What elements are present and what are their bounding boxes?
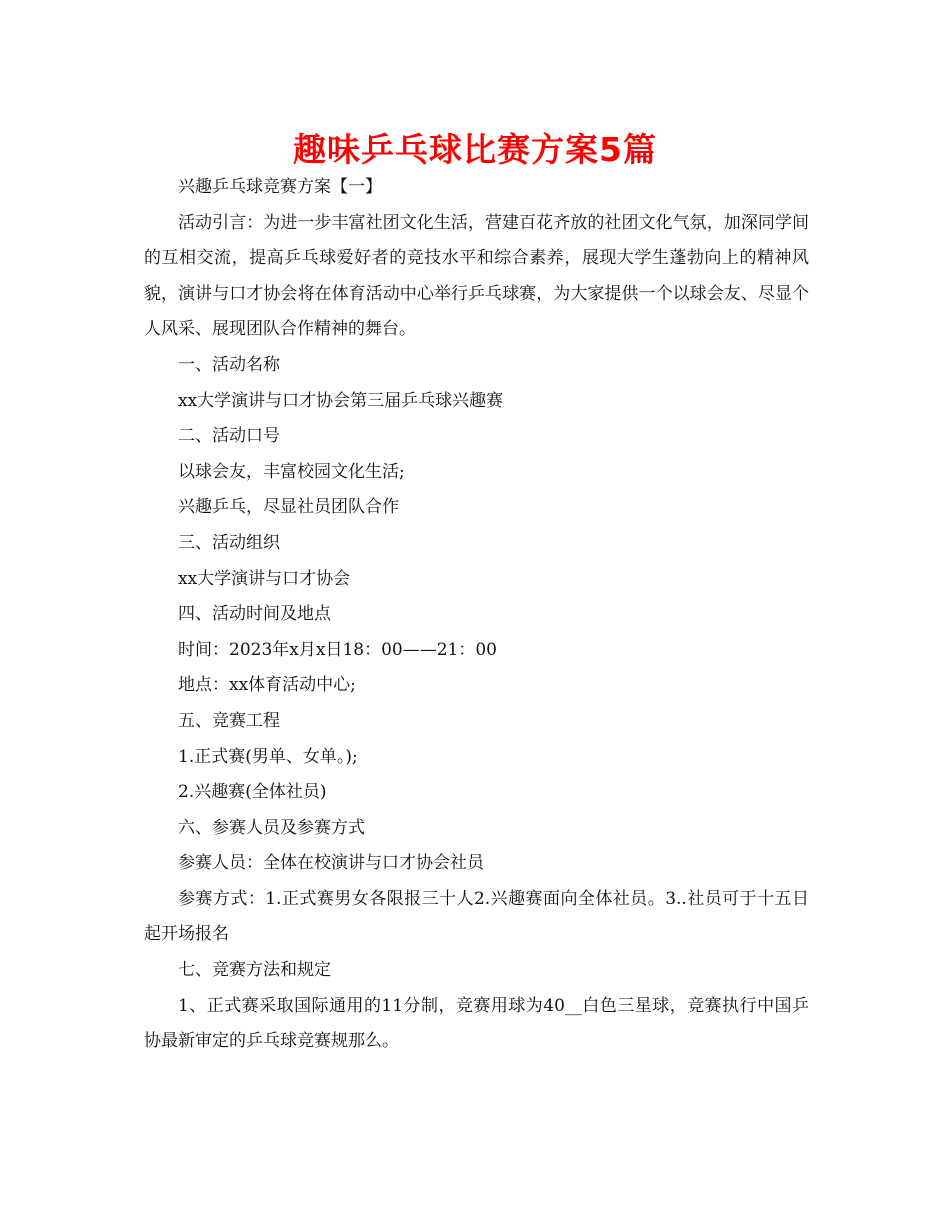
heading-time-and-place: 四、活动时间及地点: [178, 604, 331, 625]
section-heading-plan-one: 兴趣乒乓球竞赛方案【一】: [178, 177, 382, 197]
document-body: [144, 170, 809, 1060]
paragraph-slogan-line-2: 兴趣乒乓，尽显社员团队合作: [178, 497, 399, 518]
document-title: 趣味乒乓球比赛方案5篇: [293, 130, 657, 169]
heading-participants: 六、参赛人员及参赛方式: [178, 817, 365, 838]
heading-activity-organizer: 三、活动组织: [178, 532, 280, 553]
paragraph-activity-name: xx大学演讲与口才协会第三届乒乓球兴趣赛: [178, 390, 504, 411]
paragraph-item-formal: 1.正式赛(男单、女单。);: [178, 746, 358, 767]
paragraph-introduction: 活动引言：为进一步丰富社团文化生活，营建百花齐放的社团文化气氛，加深同学间的互相交流，提高乒乓球爱好者的竞技水平和综合素养，展现大学生蓬勃向上的精神风貌，演讲与口才协会将在体育活动中心举行乒乓球赛，为大家提供一个以球会友、尽显个人风采、展现团队合作精神的舞台。: [144, 212, 809, 340]
paragraph-participants: 参赛人员：全体在校演讲与口才协会社员: [178, 853, 484, 874]
heading-activity-slogan: 二、活动口号: [178, 426, 280, 447]
paragraph-organizer: xx大学演讲与口才协会: [178, 568, 351, 589]
paragraph-item-interest: 2.兴趣赛(全体社员): [178, 782, 327, 803]
heading-rules: 七、竞赛方法和规定: [178, 960, 331, 981]
heading-activity-name: 一、活动名称: [178, 354, 280, 375]
paragraph-time: 时间：2023年x月x日18：00——21：00: [178, 639, 497, 660]
heading-competition-items: 五、竞赛工程: [178, 710, 280, 731]
paragraph-registration: 参赛方式：1.正式赛男女各限报三十人2.兴趣赛面向全体社员。3..社员可于十五日起开场报名: [144, 888, 809, 945]
paragraph-rule-1: 1、正式赛采取国际通用的11分制，竞赛用球为40__白色三星球，竞赛执行中国乒协最新审定的乒乓球竞赛规那么。: [144, 995, 809, 1052]
paragraph-slogan-line-1: 以球会友，丰富校园文化生活;: [178, 461, 405, 482]
paragraph-place: 地点：xx体育活动中心;: [178, 675, 356, 696]
